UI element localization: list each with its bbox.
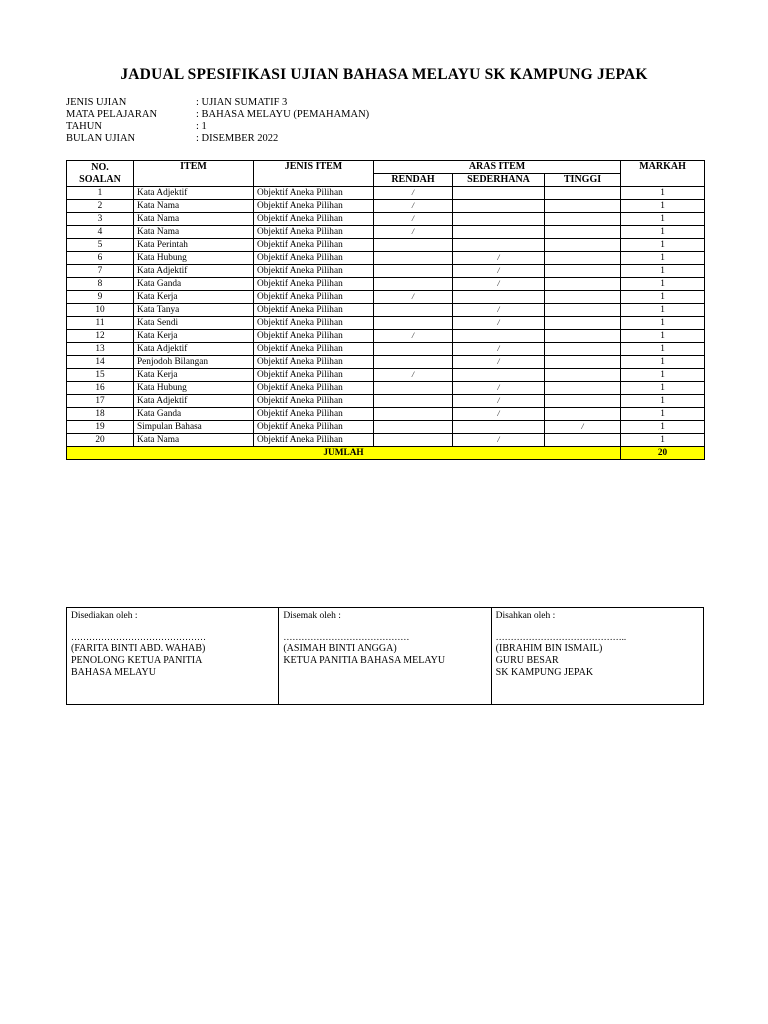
- table-row: [67, 226, 705, 239]
- cell-rendah: /: [374, 369, 453, 382]
- cell-rendah: [374, 252, 453, 265]
- table-row: [67, 382, 705, 395]
- cell-sederhana: [453, 226, 545, 239]
- cell-rendah: [374, 395, 453, 408]
- cell-no-soalan: 6: [67, 252, 134, 265]
- table-row: [67, 421, 705, 434]
- cell-rendah: /: [374, 226, 453, 239]
- cell-tinggi: [545, 200, 621, 213]
- cell-markah: 1: [621, 213, 705, 226]
- cell-tinggi: [545, 408, 621, 421]
- table-row: [67, 252, 705, 265]
- meta-value: : BAHASA MELAYU (PEMAHAMAN): [196, 109, 370, 120]
- cell-markah: 1: [621, 382, 705, 395]
- cell-no-soalan: 1: [67, 187, 134, 200]
- cell-tinggi: [545, 239, 621, 252]
- cell-markah: 1: [621, 304, 705, 317]
- table-row: [67, 317, 705, 330]
- table-row: [67, 408, 705, 421]
- cell-no-soalan: 7: [67, 265, 134, 278]
- cell-markah: 1: [621, 278, 705, 291]
- cell-rendah: [374, 317, 453, 330]
- cell-item: Kata Adjektif: [134, 187, 254, 200]
- table-row: [67, 369, 705, 382]
- cell-sederhana: /: [453, 434, 545, 447]
- cell-markah: 1: [621, 265, 705, 278]
- meta-row-jenis-ujian: [66, 97, 369, 109]
- cell-sederhana: /: [453, 408, 545, 421]
- cell-markah: 1: [621, 343, 705, 356]
- cell-item: Kata Perintah: [134, 239, 254, 252]
- table-row: [67, 291, 705, 304]
- cell-no-soalan: 8: [67, 278, 134, 291]
- signature-prepared-by: [67, 608, 279, 705]
- cell-no-soalan: 12: [67, 330, 134, 343]
- meta-value: : DISEMBER 2022: [196, 133, 279, 144]
- table-row: [67, 434, 705, 447]
- table-row: [67, 278, 705, 291]
- signature-line: ………………………………………: [71, 632, 206, 642]
- cell-no-soalan: 17: [67, 395, 134, 408]
- cell-rendah: /: [374, 213, 453, 226]
- cell-tinggi: [545, 369, 621, 382]
- cell-sederhana: /: [453, 304, 545, 317]
- cell-item: Kata Nama: [134, 434, 254, 447]
- cell-rendah: [374, 356, 453, 369]
- cell-markah: 1: [621, 369, 705, 382]
- cell-rendah: [374, 382, 453, 395]
- cell-item: Kata Hubung: [134, 382, 254, 395]
- table-row: [67, 395, 705, 408]
- signature-approved-by: [491, 608, 703, 705]
- cell-no-soalan: 13: [67, 343, 134, 356]
- meta-row-mata-pelajaran: [66, 109, 369, 121]
- cell-item: Kata Nama: [134, 226, 254, 239]
- cell-item: Kata Sendi: [134, 317, 254, 330]
- cell-item: Kata Kerja: [134, 369, 254, 382]
- table-row: [67, 265, 705, 278]
- cell-sederhana: [453, 369, 545, 382]
- signer-name: (ASIMAH BINTI ANGGA): [283, 643, 397, 654]
- cell-jenis-item: Objektif Aneka Pilihan: [254, 187, 374, 200]
- cell-sederhana: /: [453, 343, 545, 356]
- cell-tinggi: [545, 356, 621, 369]
- header-aras-item: ARAS ITEM: [374, 161, 621, 174]
- signer-position: GURU BESAR: [495, 655, 559, 666]
- cell-rendah: /: [374, 291, 453, 304]
- cell-tinggi: [545, 317, 621, 330]
- table-row: [67, 343, 705, 356]
- cell-no-soalan: 5: [67, 239, 134, 252]
- cell-no-soalan: 20: [67, 434, 134, 447]
- cell-item: Kata Ganda: [134, 408, 254, 421]
- cell-rendah: [374, 278, 453, 291]
- table-row: [67, 200, 705, 213]
- cell-jenis-item: Objektif Aneka Pilihan: [254, 213, 374, 226]
- signer-position-2: SK KAMPUNG JEPAK: [495, 667, 594, 678]
- cell-jenis-item: Objektif Aneka Pilihan: [254, 239, 374, 252]
- table-row: [67, 304, 705, 317]
- cell-tinggi: [545, 395, 621, 408]
- cell-tinggi: [545, 226, 621, 239]
- cell-rendah: [374, 434, 453, 447]
- total-value: 20: [621, 447, 705, 460]
- meta-value: : UJIAN SUMATIF 3: [196, 97, 288, 108]
- meta-row-tahun: [66, 121, 369, 133]
- cell-sederhana: /: [453, 265, 545, 278]
- cell-item: Kata Kerja: [134, 291, 254, 304]
- cell-tinggi: [545, 278, 621, 291]
- signature-heading: Disahkan oleh :: [495, 611, 556, 621]
- cell-jenis-item: Objektif Aneka Pilihan: [254, 382, 374, 395]
- signature-table: [66, 607, 704, 705]
- cell-no-soalan: 10: [67, 304, 134, 317]
- cell-jenis-item: Objektif Aneka Pilihan: [254, 304, 374, 317]
- cell-rendah: /: [374, 187, 453, 200]
- cell-rendah: [374, 239, 453, 252]
- cell-no-soalan: 16: [67, 382, 134, 395]
- signer-position: KETUA PANITIA BAHASA MELAYU: [283, 655, 446, 666]
- cell-tinggi: [545, 304, 621, 317]
- cell-rendah: /: [374, 200, 453, 213]
- cell-tinggi: [545, 434, 621, 447]
- meta-row-bulan-ujian: [66, 133, 369, 145]
- cell-markah: 1: [621, 252, 705, 265]
- header-markah: MARKAH: [621, 161, 705, 187]
- meta-label: BULAN UJIAN: [66, 133, 136, 144]
- meta-label: JENIS UJIAN: [66, 97, 127, 108]
- header-jenis-item: JENIS ITEM: [254, 161, 374, 187]
- cell-jenis-item: Objektif Aneka Pilihan: [254, 317, 374, 330]
- signer-position: PENOLONG KETUA PANITIA: [71, 655, 203, 666]
- cell-sederhana: /: [453, 382, 545, 395]
- cell-tinggi: [545, 291, 621, 304]
- cell-rendah: [374, 343, 453, 356]
- cell-no-soalan: 18: [67, 408, 134, 421]
- cell-item: Kata Hubung: [134, 252, 254, 265]
- cell-markah: 1: [621, 200, 705, 213]
- cell-tinggi: [545, 330, 621, 343]
- table-row: [67, 213, 705, 226]
- header-item: ITEM: [134, 161, 254, 187]
- cell-jenis-item: Objektif Aneka Pilihan: [254, 395, 374, 408]
- cell-no-soalan: 14: [67, 356, 134, 369]
- table-row: [67, 356, 705, 369]
- meta-label: TAHUN: [66, 121, 102, 132]
- cell-jenis-item: Objektif Aneka Pilihan: [254, 330, 374, 343]
- exam-info: [66, 97, 369, 145]
- cell-jenis-item: Objektif Aneka Pilihan: [254, 291, 374, 304]
- cell-item: Kata Adjektif: [134, 343, 254, 356]
- cell-markah: 1: [621, 395, 705, 408]
- cell-rendah: [374, 421, 453, 434]
- cell-sederhana: [453, 187, 545, 200]
- cell-sederhana: /: [453, 395, 545, 408]
- cell-no-soalan: 9: [67, 291, 134, 304]
- cell-sederhana: /: [453, 278, 545, 291]
- cell-jenis-item: Objektif Aneka Pilihan: [254, 200, 374, 213]
- cell-markah: 1: [621, 239, 705, 252]
- cell-tinggi: [545, 252, 621, 265]
- header-sederhana: SEDERHANA: [453, 174, 545, 187]
- cell-tinggi: [545, 213, 621, 226]
- table-row: [67, 239, 705, 252]
- cell-no-soalan: 2: [67, 200, 134, 213]
- cell-sederhana: /: [453, 252, 545, 265]
- signature-reviewed-by: [279, 608, 491, 705]
- cell-markah: 1: [621, 408, 705, 421]
- table-row: [67, 187, 705, 200]
- cell-jenis-item: Objektif Aneka Pilihan: [254, 226, 374, 239]
- cell-item: Kata Adjektif: [134, 395, 254, 408]
- cell-markah: 1: [621, 226, 705, 239]
- cell-item: Kata Kerja: [134, 330, 254, 343]
- header-tinggi: TINGGI: [545, 174, 621, 187]
- cell-jenis-item: Objektif Aneka Pilihan: [254, 369, 374, 382]
- cell-rendah: [374, 408, 453, 421]
- cell-no-soalan: 3: [67, 213, 134, 226]
- page-title: JADUAL SPESIFIKASI UJIAN BAHASA MELAYU SK KAMPUNG JEPAK: [120, 66, 648, 83]
- cell-tinggi: [545, 265, 621, 278]
- signature-line: ……………………………………..: [495, 632, 627, 642]
- cell-item: Kata Ganda: [134, 278, 254, 291]
- cell-no-soalan: 15: [67, 369, 134, 382]
- meta-value: : 1: [196, 121, 207, 132]
- signature-heading: Disemak oleh :: [283, 611, 341, 621]
- cell-jenis-item: Objektif Aneka Pilihan: [254, 408, 374, 421]
- cell-tinggi: /: [545, 421, 621, 434]
- cell-item: Simpulan Bahasa: [134, 421, 254, 434]
- cell-jenis-item: Objektif Aneka Pilihan: [254, 434, 374, 447]
- cell-no-soalan: 11: [67, 317, 134, 330]
- cell-sederhana: [453, 200, 545, 213]
- table-body: [67, 187, 705, 447]
- cell-no-soalan: 4: [67, 226, 134, 239]
- signer-name: (IBRAHIM BIN ISMAIL): [495, 643, 603, 654]
- header-no-soalan: NO. SOALAN: [67, 161, 134, 187]
- cell-markah: 1: [621, 421, 705, 434]
- signature-line: ……………………………………: [283, 632, 410, 642]
- signature-heading: Disediakan oleh :: [71, 611, 138, 621]
- header-rendah: RENDAH: [374, 174, 453, 187]
- cell-jenis-item: Objektif Aneka Pilihan: [254, 356, 374, 369]
- cell-markah: 1: [621, 356, 705, 369]
- cell-jenis-item: Objektif Aneka Pilihan: [254, 265, 374, 278]
- cell-markah: 1: [621, 330, 705, 343]
- cell-item: Kata Nama: [134, 200, 254, 213]
- cell-tinggi: [545, 382, 621, 395]
- cell-sederhana: /: [453, 356, 545, 369]
- cell-rendah: [374, 265, 453, 278]
- cell-sederhana: [453, 239, 545, 252]
- cell-sederhana: [453, 330, 545, 343]
- cell-tinggi: [545, 343, 621, 356]
- cell-sederhana: [453, 213, 545, 226]
- cell-rendah: [374, 304, 453, 317]
- signer-position-2: BAHASA MELAYU: [71, 667, 156, 678]
- cell-item: Kata Adjektif: [134, 265, 254, 278]
- meta-label: MATA PELAJARAN: [66, 109, 158, 120]
- cell-jenis-item: Objektif Aneka Pilihan: [254, 252, 374, 265]
- total-label: JUMLAH: [67, 447, 621, 460]
- total-row: [67, 447, 705, 460]
- cell-jenis-item: Objektif Aneka Pilihan: [254, 278, 374, 291]
- table-row: [67, 330, 705, 343]
- cell-item: Kata Tanya: [134, 304, 254, 317]
- signer-name: (FARITA BINTI ABD. WAHAB): [71, 643, 206, 654]
- specification-table: [66, 160, 705, 460]
- cell-markah: 1: [621, 291, 705, 304]
- cell-markah: 1: [621, 187, 705, 200]
- cell-jenis-item: Objektif Aneka Pilihan: [254, 343, 374, 356]
- cell-sederhana: [453, 291, 545, 304]
- cell-item: Kata Nama: [134, 213, 254, 226]
- cell-sederhana: [453, 421, 545, 434]
- cell-rendah: /: [374, 330, 453, 343]
- cell-markah: 1: [621, 317, 705, 330]
- cell-no-soalan: 19: [67, 421, 134, 434]
- cell-jenis-item: Objektif Aneka Pilihan: [254, 421, 374, 434]
- cell-item: Penjodoh Bilangan: [134, 356, 254, 369]
- cell-markah: 1: [621, 434, 705, 447]
- cell-tinggi: [545, 187, 621, 200]
- cell-sederhana: /: [453, 317, 545, 330]
